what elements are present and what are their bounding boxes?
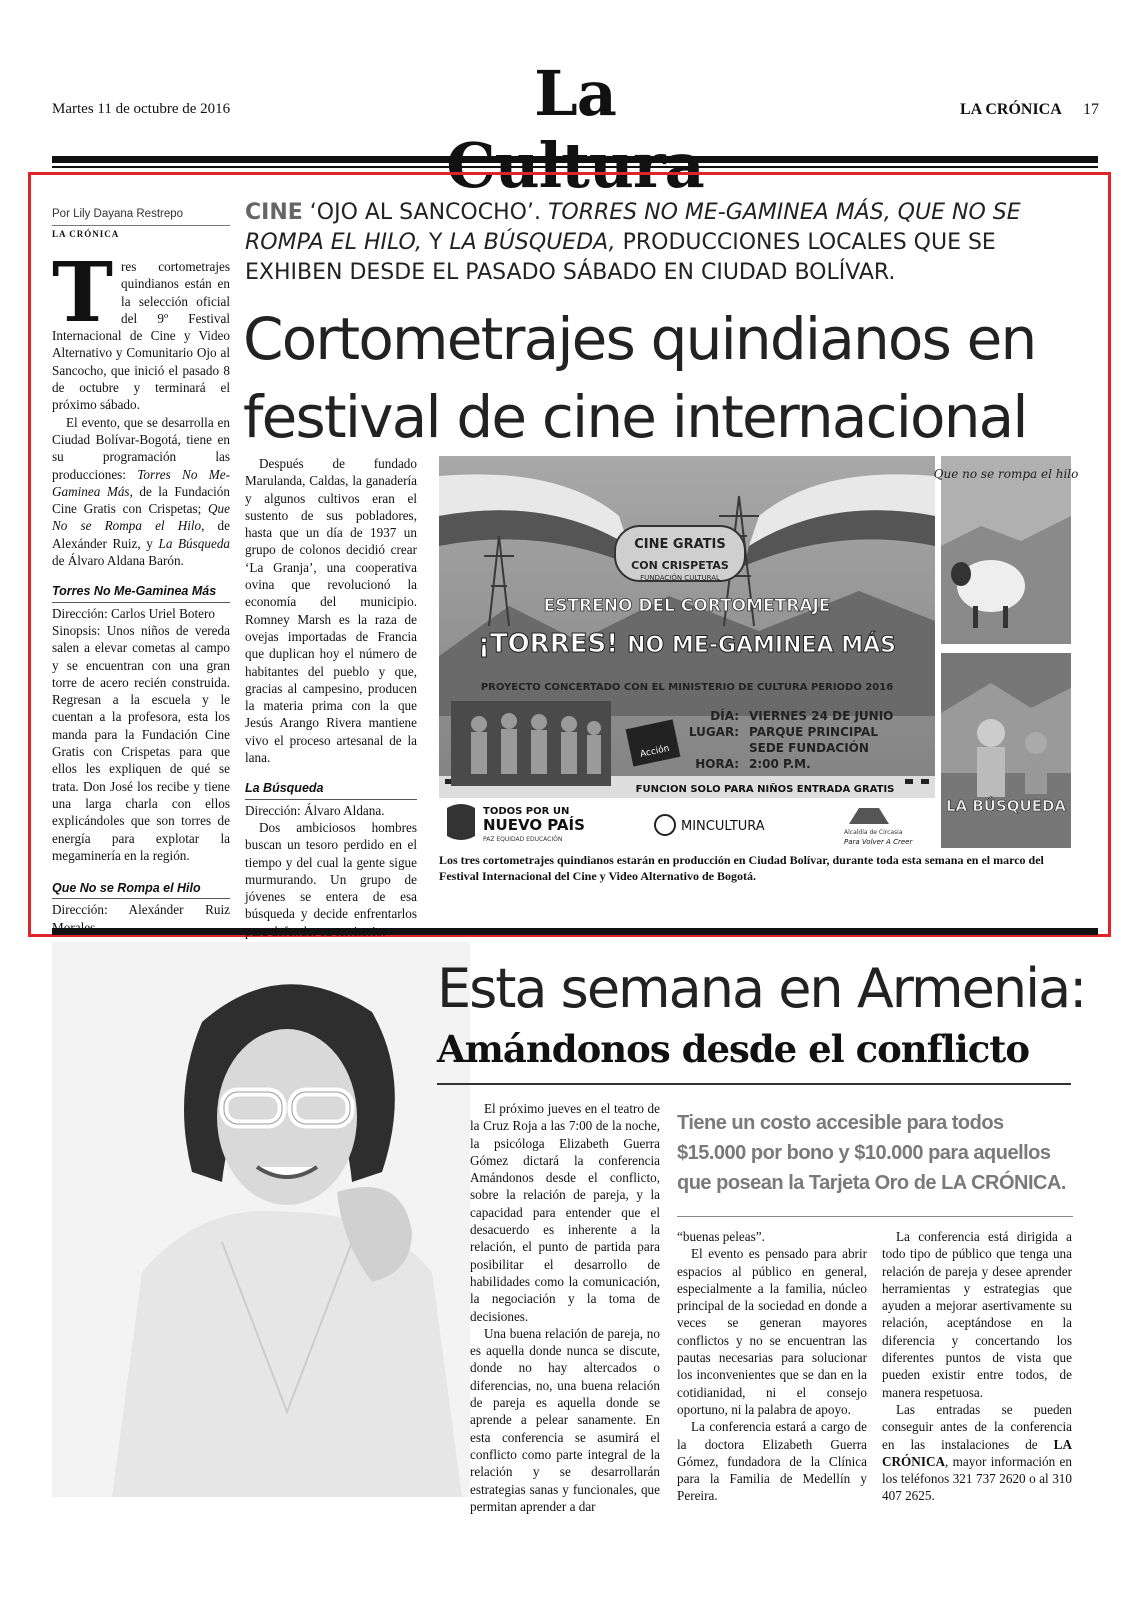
article-column-1 <box>52 245 231 936</box>
article-column-2 <box>245 455 417 940</box>
masthead-rule-thin <box>52 166 1098 168</box>
logo-text: MINCULTURA <box>681 819 765 834</box>
estreno-text: ESTRENO DEL CORTOMETRAJE <box>543 596 831 616</box>
article2-subheadline: Amándonos desde el conflicto <box>437 1027 1030 1071</box>
headline-rule <box>437 1083 1071 1085</box>
title-part: ¡TORRES! <box>477 629 628 659</box>
side-poster-title: Que no se rompa el hilo <box>933 467 1079 481</box>
article2-column-2 <box>677 1228 867 1505</box>
byline-rule <box>52 225 230 226</box>
article2-column-1 <box>470 1100 660 1515</box>
lead-text: res cortometrajes quindianos están en la selección oficial del 9º Festival Internacional de Cine y Video Alternativo y Comunitario Ojo al Sancocho, que inició el pasado 8 de octubre y terminará el próximo sábado. <box>52 259 230 413</box>
project-text: PROYECTO CONCERTADO CON EL MINISTERIO DE CULTURA PERIODO 2016 <box>480 682 894 693</box>
article2-headline: Esta semana en Armenia: <box>437 957 1086 1020</box>
poster-graphic <box>439 456 935 848</box>
paragraph: El próximo jueves en el teatro de la Cruz Roja a las 7:00 de la noche, la psicóloga Elizabeth Guerra Gómez dictará la conferencia Amándonos desde el conflicto, sobre la relación de pareja, y la capacidad para entender que el desacuerdo es inherente a la relación, el punto de partida para posibilitar el desarrollo de habilidades como la comunicación, la negociación y la toma de decisiones. <box>470 1101 660 1324</box>
film-poster <box>439 456 935 848</box>
clapper-text: Acción <box>639 743 671 760</box>
busqueda-poster-graphic <box>941 653 1071 848</box>
org-name: CINE GRATIS <box>634 537 726 552</box>
dia-label: DÍA: <box>710 709 739 723</box>
page-number: 17 <box>1083 101 1099 118</box>
director: Dirección: Álvaro Aldana. <box>245 802 385 818</box>
text: de Álvaro Aldana Barón. <box>52 553 184 569</box>
film-title: La Búsqueda <box>158 535 231 551</box>
paragraph <box>882 1401 1072 1505</box>
paragraph: Dos ambiciosos hombres buscan un tesoro perdido en el tiempo y del cual la gente sigue murmurando. Un grupo de jóvenes se entera de esa búsqueda y decide enfrentarlos <box>245 819 417 922</box>
section-title: La <box>534 57 616 130</box>
portrait-graphic <box>52 942 470 1497</box>
pull-quote-rule <box>677 1216 1073 1217</box>
paragraph: Después de fundado Marulanda, Caldas, la ganadería y algunos cultivos eran el sustento de sus pobladores, hasta que un día de 1937 un grupo de colonos decidió crear ‘La Granja’, una cooperativa ovina que revolucionó la economía del municipio. Romney Marsh es la raza de ovejas importadas de Francia que duplican hoy el número de habitantes del pueblo y que, gracias al campesino, producen la materia prima con la que Jesús Arango Rivera mantiene vivo el proceso artesanal de la lana. <box>245 456 417 766</box>
film-subhead: Torres No Me-Gaminea Más <box>52 583 230 602</box>
paragraph: El evento es pensado para abrir espacios al público en general, especialmente a la familia, núcleo principal de la sociedad en donde a veces se generan mayores conflictos y no se encuentran las pautas necesarias para solucionar los inconvenientes que se dan en la cotidianidad, ni el consejo oportuno, ni la palabra de apoyo. <box>677 1246 867 1417</box>
text: Las entradas se pueden conseguir antes de la conferencia en las instalaciones de <box>882 1401 1072 1452</box>
masthead-rule <box>52 156 1098 163</box>
photo-caption: Los tres cortometrajes quindianos estarán en producción en Ciudad Bolívar, durante toda esta semana en el marco del Festival Internacional del Cine y Video Alternativo de Bogotá. <box>439 853 1044 883</box>
logo-text: TODOS POR UN <box>483 806 570 817</box>
text: , mayor información en los teléfonos 321 737 2620 o al 310 407 2625. <box>882 1453 1072 1504</box>
logo-text: Para Volver A Creer <box>844 838 913 846</box>
headline-line-2: festival de cine internacional <box>243 383 1027 451</box>
title-part: NO ME-GAMINEA MÁS <box>627 633 897 658</box>
newspaper-name: LA CRÓNICA <box>960 101 1062 118</box>
kicker-italic: TORRES NO ME-GAMINEA MÁS, QUE NO SE ROMPA EL HILO, <box>245 200 1021 255</box>
hora-value: 2:00 P.M. <box>749 757 811 771</box>
lugar-label: LUGAR: <box>688 725 739 739</box>
sheep-poster-graphic <box>933 456 1079 644</box>
synopsis: Sinopsis: Unos niños de vereda salen a elevar cometas al campo y se encuentran con una gran torre de acero recién construida. Regresan a la escuela y le cuentan a la profesora, esta los manda para la Fundación Cine Gratis con Crispetas para que ellos les expliquen de qué se trata. Don José los recibe y tiene una larga charla con ellos explicándoles que son torres de energía para explotar la megaminería en la región. <box>52 622 230 863</box>
film-subhead: La Búsqueda <box>245 780 417 799</box>
text: El evento, que se desarrolla en Ciudad Bolívar-Bogotá, tiene en su programación las producciones: <box>52 414 230 482</box>
newspaper-name-inline: LA CRÓNICA <box>882 1436 1072 1469</box>
drop-cap: T <box>52 245 114 341</box>
paragraph <box>52 414 230 570</box>
org-name-2: CON CRISPETAS <box>631 559 729 572</box>
funcion-text: FUNCION SOLO PARA NIÑOS ENTRADA GRATIS <box>635 784 895 795</box>
hora-label: HORA: <box>695 757 739 771</box>
kicker-text: Y <box>421 230 450 255</box>
side-poster-title: LA BÚSQUEDA <box>945 797 1067 815</box>
logo-text: NUEVO PAÍS <box>483 816 585 834</box>
headline-line-1: Cortometrajes quindianos en <box>243 305 1036 373</box>
lugar-value-2: SEDE FUNDACIÓN <box>749 741 869 755</box>
film-title-poster <box>478 629 896 659</box>
article-headline <box>243 300 1103 456</box>
logo-text: PAZ EQUIDAD EDUCACIÓN <box>483 836 563 843</box>
poster-la-busqueda <box>941 653 1071 848</box>
text: , de la Fundación Cine Gratis con Crispetas; <box>52 483 230 517</box>
paragraph: La conferencia estará a cargo de la doctora Elizabeth Guerra Gómez, fundadora de la Clínica para la Familia de Medellín y Pereira. <box>677 1419 867 1504</box>
film-title: Que No se Rompa el Hilo <box>52 501 230 534</box>
lead-paragraph <box>52 245 230 414</box>
paragraph: “buenas peleas”. <box>677 1229 765 1244</box>
pull-quote: Tiene un costo accesible para todos $15.000 por bono y $10.000 para aquellos que posean la Tarjeta Oro de LA CRÓNICA. <box>677 1112 1066 1194</box>
article2-column-3 <box>882 1228 1072 1505</box>
kicker-text: PRODUCCIONES LOCALES QUE SE EXHIBEN DESDE EL PASADO SÁBADO EN CIUDAD BOLÍVAR. <box>245 230 996 285</box>
paragraph: La conferencia está dirigida a todo tipo de público que tenga una relación de pareja y desee aprender herramientas y estrategias que ayuden a mejorar asertivamente su relación, aceptándose en la diferencia y concertando los diferentes puntos de vista que pueden existir entre todos, de manera respetuosa. <box>882 1229 1072 1400</box>
poster-que-no-se-rompa-el-hilo <box>933 456 1079 644</box>
text: , de Alexánder Ruiz, y <box>52 518 230 551</box>
logo-text: Alcaldía de Circasia <box>844 829 903 836</box>
kicker-label: CINE <box>245 200 303 225</box>
article-kicker <box>245 198 1080 288</box>
director: Dirección: Carlos Uriel Botero <box>52 605 215 621</box>
section-divider <box>52 928 1098 935</box>
org-subtitle: FUNDACIÓN CULTURAL <box>640 574 720 582</box>
lugar-value: PARQUE PRINCIPAL <box>749 725 878 739</box>
byline-paper: LA CRÓNICA <box>52 229 120 239</box>
issue-date: Martes 11 de octubre de 2016 <box>52 101 231 117</box>
director: Dirección: Alexánder Ruiz <box>52 902 230 918</box>
film-title: Torres No Me-Gaminea Más <box>52 466 230 499</box>
byline: Por Lily Dayana Restrepo <box>52 208 184 220</box>
portrait-photo <box>52 942 470 1497</box>
dia-value: VIERNES 24 DE JUNIO <box>749 709 894 723</box>
film-subhead: Que No se Rompa el Hilo <box>52 880 230 899</box>
paragraph: Una buena relación de pareja, no es aquella donde nunca se discute, donde no hay altercados o diferencias, no, una buena relación de pareja es aquella donde se aprende a pelear sanamente. En esta conferencia se asumirá el conflicto como parte integral de la relación y se desarrollarán estrategias sanas y funcionales, que permitan aprender a dar <box>470 1325 660 1514</box>
kicker-text: ‘OJO AL SANCOCHO’. <box>302 200 548 225</box>
kicker-italic: LA BÚSQUEDA, <box>449 230 616 255</box>
